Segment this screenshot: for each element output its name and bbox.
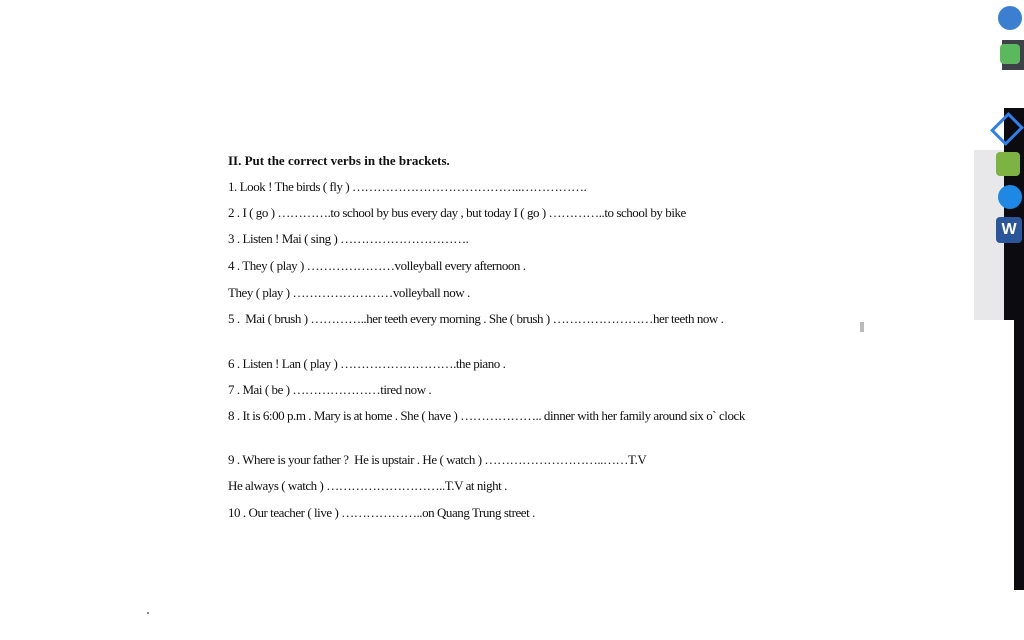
windows-media-icon[interactable]	[998, 6, 1022, 30]
exercise-line-12: 10 . Our teacher ( live ) ………………..on Quang Trung street .	[228, 505, 535, 520]
page-speck	[860, 322, 864, 332]
taskbar-right	[974, 0, 1024, 640]
exercise-line-8: 7 . Mai ( be ) …………………tired now .	[228, 382, 432, 397]
exercise-line-1: 1. Look ! The birds ( fly ) …………………………………..…………….	[228, 179, 587, 194]
exercise-line-7: 6 . Listen ! Lan ( play ) ……………………….the piano .	[228, 356, 506, 371]
media-player-icon[interactable]	[998, 185, 1022, 209]
exercise-line-10: 9 . Where is your father ? He is upstair . He ( watch ) ………………………..……T.V	[228, 452, 647, 467]
game-app-icon[interactable]	[996, 152, 1020, 176]
exercise-line-9: 8 . It is 6:00 p.m . Mary is at home . She ( have ) ……………….. dinner with her family around six o` clock	[228, 408, 745, 423]
exercise-line-2: 2 . I ( go ) ………….to school by bus every day , but today I ( go ) …………..to school by bike	[228, 205, 686, 220]
exercise-document	[228, 153, 756, 531]
exercise-line-11: He always ( watch ) ………………………..T.V at night .	[228, 478, 507, 493]
exercise-line-4: 4 . They ( play ) …………………volleyball every afternoon .	[228, 258, 526, 273]
green-app-icon[interactable]	[1000, 44, 1020, 64]
exercise-line-5: They ( play ) ……………………volleyball now .	[228, 285, 470, 300]
word-icon[interactable]: W	[996, 217, 1022, 243]
exercise-line-6: 5 . Mai ( brush ) …………..her teeth every morning . She ( brush ) ……………………her teeth now .	[228, 311, 724, 326]
page-speck	[147, 612, 149, 614]
exercise-line-3: 3 . Listen ! Mai ( sing ) ………………………….	[228, 231, 469, 246]
exercise-heading: II. Put the correct verbs in the brackets.	[228, 153, 450, 168]
taskbar-segment-lower	[1014, 320, 1024, 590]
